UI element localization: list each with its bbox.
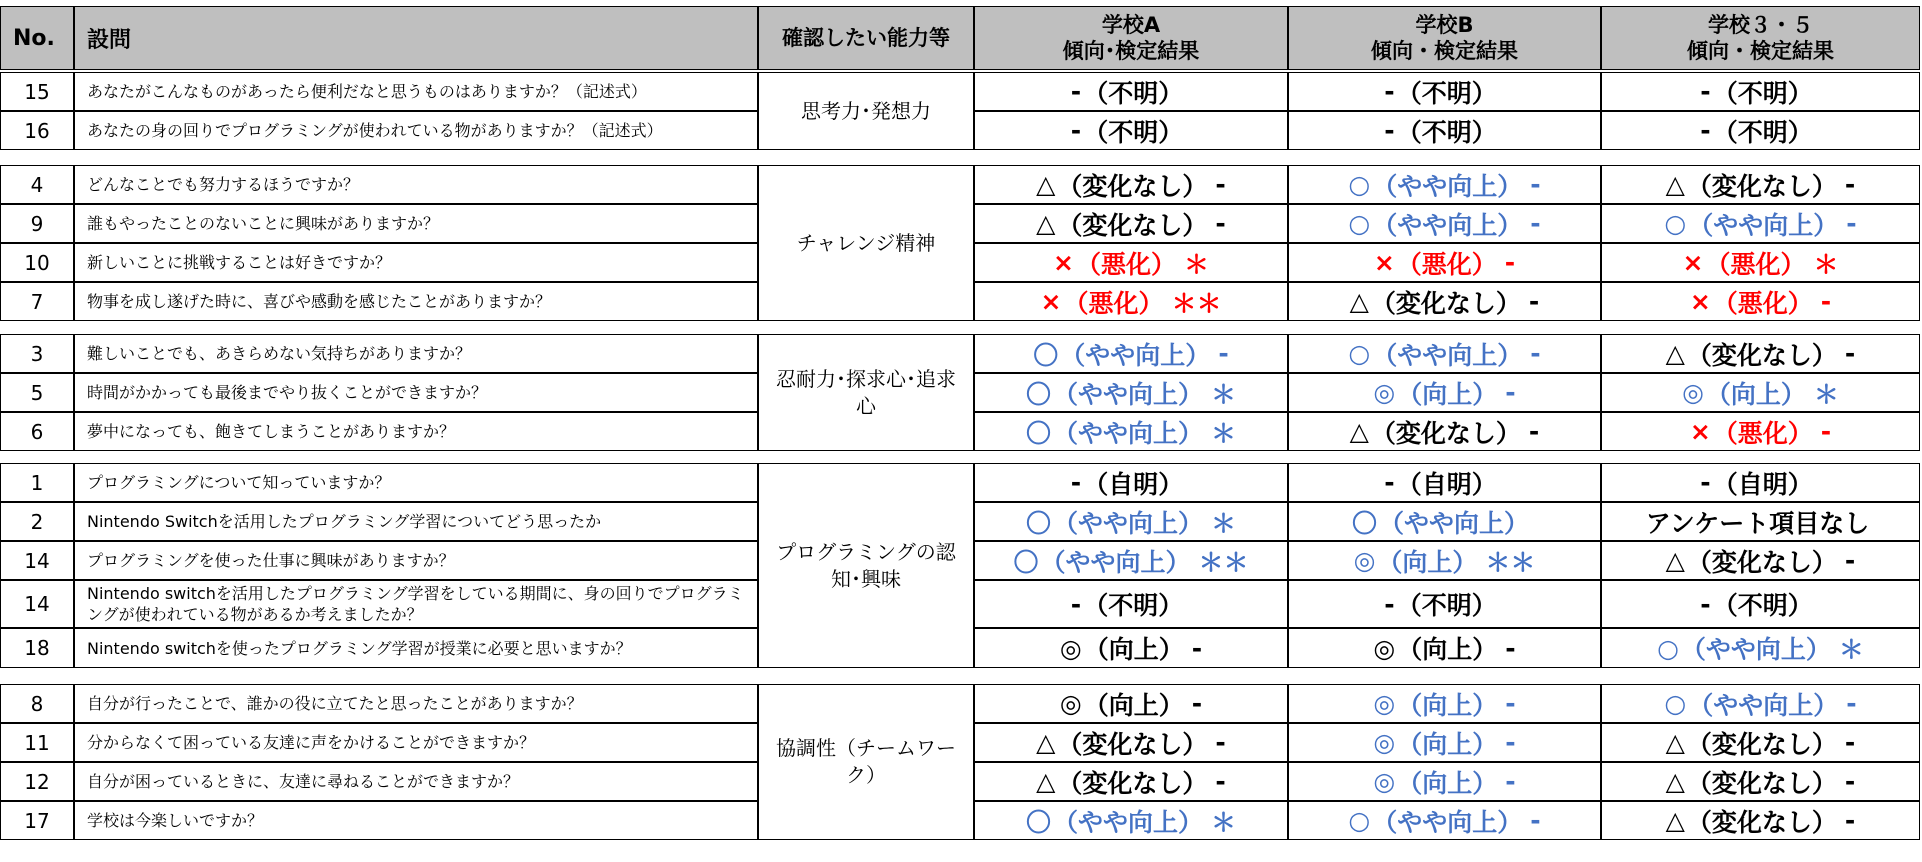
question-number: 9 [0,204,74,243]
significance-mark: - [1504,248,1516,277]
result-school-c [1601,72,1920,111]
result-label: （向上） [1397,635,1498,664]
result-school-b [1288,502,1601,541]
question-number: 17 [0,801,74,840]
result-label: （やや向上） [1372,210,1523,240]
result-symbol: - [1384,77,1395,106]
result-school-a [974,72,1288,111]
result-school-c [1601,412,1920,451]
result-school-a [974,282,1288,321]
result-label: （やや向上） [1372,807,1523,837]
question-number: 5 [0,373,74,412]
question-number: 11 [0,723,74,762]
significance-mark: ＊ [1838,635,1864,664]
result-label: （変化なし） [1057,768,1208,798]
significance-mark: ＊ [1211,418,1237,448]
result-school-a [974,801,1288,840]
result-school-a [974,628,1288,668]
result-school-a [974,412,1288,451]
result-label: （不明） [1712,117,1813,147]
result-symbol: - [1700,77,1711,106]
question-number: 14 [0,541,74,580]
result-school-a [974,334,1288,373]
result-symbol: 〇 [1025,418,1051,448]
result-label: （変化なし） [1686,768,1837,798]
significance-mark: ＊ [1211,508,1237,538]
question-number: 6 [0,412,74,451]
significance-mark: - [1215,170,1226,199]
significance-mark: - [1820,287,1832,316]
significance-mark: - [1844,170,1856,199]
result-school-a [974,762,1288,801]
question-text: 夢中になっても、飽きてしまうことがありますか？ [74,412,758,451]
result-label: （やや向上） [1372,340,1523,370]
result-label: （向上） [1397,379,1498,409]
significance-mark: - [1191,633,1203,663]
result-school-a [974,723,1288,762]
result-school-a [974,243,1288,282]
header-no: No. [0,6,74,70]
result-symbol: ◎ [1059,689,1082,718]
result-symbol: △ [1036,767,1056,796]
header-school-a [974,6,1288,70]
significance-mark: - [1528,417,1540,446]
result-label: （不明） [1396,591,1497,620]
header-question: 設問 [74,6,758,70]
result-school-c [1601,541,1920,580]
header-school-b [1288,6,1601,70]
result-school-b [1288,243,1601,282]
result-school-a [974,502,1288,541]
result-label: （悪化） [1075,249,1176,279]
question-text: プログラミングについて知っていますか？ [74,463,758,502]
result-label: （不明） [1712,591,1813,620]
result-label: （変化なし） [1057,171,1208,201]
question-number: 8 [0,684,74,723]
result-symbol: 〇 [1025,379,1051,409]
result-label: （やや向上） [1052,508,1203,538]
ability-category: 思考力･発想力 [758,72,974,150]
significance-mark: ＊ [1211,379,1237,409]
result-label: （変化なし） [1686,729,1837,759]
question-number: 18 [0,628,74,668]
significance-mark: - [1505,689,1516,718]
result-symbol: - [1070,468,1082,497]
question-number: 7 [0,282,74,321]
question-text: 自分が行ったことで、誰かの役に立てたと思ったことがありますか？ [74,684,758,723]
significance-mark: - [1530,806,1541,835]
significance-mark: - [1218,339,1229,368]
result-label: （向上） [1397,768,1498,798]
result-symbol: 〇 [1033,340,1059,370]
result-symbol: △ [1665,546,1685,575]
result-school-b [1288,111,1601,150]
header-school-c-sub: 傾向・検定結果 [1687,39,1834,63]
result-label: （やや向上） [1688,210,1839,240]
question-number: 14 [0,580,74,628]
question-number: 3 [0,334,74,373]
result-label: （変化なし） [1686,547,1837,577]
question-number: 16 [0,111,74,150]
result-symbol: ◎ [1373,728,1396,757]
result-label: （不明） [1083,117,1184,147]
significance-mark: - [1505,378,1516,407]
result-school-b [1288,723,1601,762]
result-school-b [1288,762,1601,801]
result-symbol: 〇 [1025,508,1051,538]
header-row [0,6,1922,70]
result-symbol: - [1384,468,1395,497]
result-school-c [1601,684,1920,723]
result-label: （向上） [1083,635,1184,664]
header-school-c [1601,6,1920,70]
result-label: （向上） [1397,690,1498,720]
question-text: 分からなくて困っている友達に声をかけることができますか？ [74,723,758,762]
result-school-b [1288,541,1601,580]
significance-mark: - [1215,767,1226,796]
result-label: （不明） [1083,591,1184,620]
question-text: プログラミングを使った仕事に興味がありますか？ [74,541,758,580]
result-symbol: - [1070,77,1082,106]
question-number: 2 [0,502,74,541]
question-text: 誰もやったことのないことに興味がありますか？ [74,204,758,243]
question-text: Nintendo switchを使ったプログラミング学習が授業に必要と思いますか？ [74,628,758,668]
result-school-c [1601,502,1920,541]
result-school-c [1601,628,1920,668]
result-symbol: ◎ [1373,767,1396,796]
result-school-b [1288,412,1601,451]
result-label: （悪化） [1712,288,1813,318]
result-school-b [1288,801,1601,840]
result-label: アンケート項目なし [1645,508,1870,538]
result-label: （変化なし） [1686,807,1837,837]
result-school-b [1288,580,1601,628]
header-school-b-name: 学校B [1415,13,1474,37]
result-symbol: ○ [1664,689,1687,718]
significance-mark: - [1844,546,1856,575]
result-school-c [1601,762,1920,801]
result-label: （やや向上） [1040,547,1191,577]
significance-mark: - [1844,339,1856,368]
result-label: （やや向上） [1060,340,1211,370]
header-school-b-sub: 傾向・検定結果 [1371,39,1518,63]
result-symbol: - [1384,589,1395,619]
significance-mark: - [1505,728,1516,757]
result-label: （自明） [1712,469,1813,499]
header-school-a-sub: 傾向･検定結果 [1062,39,1200,63]
result-symbol: △ [1665,806,1685,835]
significance-mark: - [1505,633,1516,663]
result-school-c [1601,165,1920,204]
result-school-a [974,580,1288,628]
result-label: （変化なし） [1057,210,1208,240]
result-label: （不明） [1083,78,1184,108]
result-symbol: 〇 [1025,807,1051,837]
question-text: どんなことでも努力するほうですか？ [74,165,758,204]
significance-mark: - [1528,287,1540,316]
header-ability: 確認したい能力等 [758,6,974,70]
result-symbol: - [1700,468,1711,497]
significance-mark: ＊＊ [1171,288,1222,318]
result-label: （悪化） [1705,249,1806,279]
significance-mark: - [1846,209,1857,238]
question-text: 新しいことに挑戦することは好きですか？ [74,243,758,282]
result-symbol: - [1700,589,1711,619]
result-symbol: 〇 [1351,508,1377,538]
result-label: （向上） [1083,690,1184,720]
result-school-b [1288,334,1601,373]
result-school-a [974,684,1288,723]
result-label: （やや向上） [1372,171,1523,201]
result-symbol: ◎ [1373,378,1396,407]
question-text: Nintendo Switchを活用したプログラミング学習についてどう思ったか [74,502,758,541]
result-symbol: ◎ [1373,689,1396,718]
result-school-b [1288,72,1601,111]
result-label: （やや向上） [1379,508,1530,538]
result-school-b [1288,628,1601,668]
question-text: 難しいことでも、あきらめない気持ちがありますか？ [74,334,758,373]
result-symbol: ○ [1348,170,1371,199]
result-school-c [1601,801,1920,840]
result-symbol: ◎ [1353,546,1376,575]
result-symbol: - [1070,116,1082,145]
significance-mark: - [1820,417,1832,446]
result-symbol: × [1689,417,1711,446]
result-label: （やや向上） [1680,635,1831,664]
result-label: （やや向上） [1052,418,1203,448]
result-symbol: △ [1349,287,1369,316]
result-school-c [1601,580,1920,628]
result-label: （自明） [1083,469,1184,499]
result-label: （不明） [1396,78,1497,108]
result-symbol: - [1070,589,1082,619]
result-school-a [974,373,1288,412]
result-label: （向上） [1377,547,1478,577]
result-label: （変化なし） [1370,418,1521,448]
result-symbol: ○ [1657,633,1679,663]
significance-mark: ＊ [1813,379,1839,409]
result-symbol: △ [1349,417,1369,446]
result-symbol: △ [1665,170,1685,199]
significance-mark: - [1844,728,1856,757]
result-symbol: ○ [1348,806,1371,835]
significance-mark: ＊＊ [1198,547,1249,577]
question-text: 物事を成し遂げた時に、喜びや感動を感じたことがありますか？ [74,282,758,321]
question-text: Nintendo switchを活用したプログラミング学習をしている期間に、身の回りでプログラミングが使われている物があるか考えましたか？ [74,580,758,628]
significance-mark: - [1505,767,1516,796]
significance-mark: - [1191,689,1203,718]
result-symbol: × [1689,287,1711,316]
result-school-a [974,541,1288,580]
result-school-b [1288,684,1601,723]
significance-mark: - [1215,728,1226,757]
result-school-b [1288,373,1601,412]
result-school-a [974,111,1288,150]
result-symbol: ○ [1348,209,1371,238]
result-symbol: 〇 [1013,547,1039,577]
result-label: （変化なし） [1686,171,1837,201]
result-symbol: ◎ [1373,633,1396,663]
result-school-b [1288,463,1601,502]
result-school-c [1601,723,1920,762]
result-school-c [1601,204,1920,243]
result-school-a [974,204,1288,243]
significance-mark: - [1530,209,1541,238]
ability-category: 忍耐力･探求心･追求心 [758,334,974,451]
result-label: （悪化） [1712,418,1813,448]
result-label: （向上） [1705,379,1806,409]
result-school-a [974,463,1288,502]
result-school-c [1601,334,1920,373]
question-number: 4 [0,165,74,204]
question-text: あなたがこんなものがあったら便利だなと思うものはありますか？（記述式） [74,72,758,111]
result-symbol: ○ [1348,339,1371,368]
result-label: （向上） [1397,729,1498,759]
result-symbol: ◎ [1059,633,1082,663]
result-label: （悪化） [1396,249,1497,279]
result-label: （悪化） [1063,288,1164,318]
result-label: （やや向上） [1052,379,1203,409]
result-symbol: × [1682,248,1704,277]
question-text: 自分が困っているときに、友達に尋ねることができますか？ [74,762,758,801]
result-label: （自明） [1396,469,1497,499]
result-school-c [1601,243,1920,282]
question-number: 10 [0,243,74,282]
result-symbol: △ [1665,339,1685,368]
result-label: （変化なし） [1370,288,1521,318]
question-text: あなたの身の回りでプログラミングが使われている物がありますか？（記述式） [74,111,758,150]
result-label: （不明） [1396,117,1497,147]
question-number: 1 [0,463,74,502]
significance-mark: - [1844,767,1856,796]
result-symbol: - [1700,116,1711,145]
result-symbol: ○ [1664,209,1687,238]
result-symbol: △ [1036,170,1056,199]
significance-mark: ＊ [1183,249,1209,279]
significance-mark: - [1215,209,1226,238]
result-symbol: △ [1036,728,1056,757]
question-number: 12 [0,762,74,801]
ability-category: 協調性（チームワーク） [758,684,974,840]
result-school-b [1288,165,1601,204]
ability-category: プログラミングの認知･興味 [758,463,974,668]
question-text: 時間がかかっても最後までやり抜くことができますか？ [74,373,758,412]
result-school-c [1601,463,1920,502]
result-symbol: △ [1036,209,1056,238]
result-label: （やや向上） [1688,690,1839,720]
result-school-b [1288,282,1601,321]
result-symbol: - [1384,116,1395,145]
header-school-a-name: 学校A [1101,13,1161,37]
result-school-a [974,165,1288,204]
result-school-c [1601,282,1920,321]
result-label: （不明） [1712,78,1813,108]
question-text: 学校は今楽しいですか？ [74,801,758,840]
result-label: （変化なし） [1686,340,1837,370]
result-symbol: × [1373,248,1395,277]
result-symbol: △ [1665,728,1685,757]
result-label: （変化なし） [1057,729,1208,759]
result-school-c [1601,111,1920,150]
result-label: （やや向上） [1052,807,1203,837]
question-number: 15 [0,72,74,111]
significance-mark: - [1846,689,1857,718]
significance-mark: ＊＊ [1485,547,1536,577]
significance-mark: - [1844,806,1856,835]
result-school-b [1288,204,1601,243]
ability-category: チャレンジ精神 [758,165,974,321]
result-symbol: × [1040,287,1062,316]
result-symbol: ◎ [1682,378,1704,407]
result-school-c [1601,373,1920,412]
significance-mark: - [1530,170,1541,199]
result-symbol: △ [1665,767,1685,796]
header-school-c-name: 学校３・５ [1708,13,1813,37]
significance-mark: ＊ [1813,249,1839,279]
significance-mark: ＊ [1211,807,1237,837]
significance-mark: - [1530,339,1541,368]
result-symbol: × [1053,248,1074,277]
